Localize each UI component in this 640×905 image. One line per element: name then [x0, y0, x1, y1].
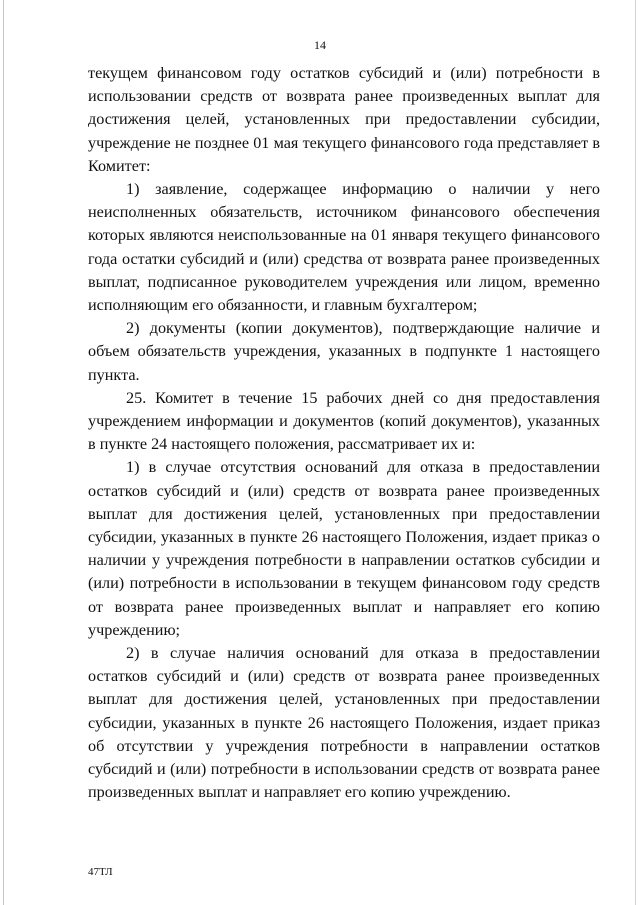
document-body [88, 62, 600, 805]
paragraph-clause-25: 25. Комитет в течение 15 рабочих дней со дня предоставления учреждением информации и документов (копий документов), указанных в пункте 24 настоящего положения, рассматривает их и: [88, 388, 600, 454]
paragraph-item-2-documents: 2) документы (копии документов), подтверждающие наличие и объем обязательств учреждения, указанных в подпункте 1 настоящего пункта. [88, 319, 600, 384]
paragraph-clause-25-item-1: 1) в случае отсутствия оснований для отказа в предоставлении остатков субсидий и (или) средств от возврата ранее произведенных выплат для достижения целей, установленных при предоставлении субсидии, указанных в пункте 26 настоящего Положения, издает приказ о наличии у учреждения потребности в направлении остатков субсидии и (или) потребности в использовании в текущем финансовом году средств от возврата ранее произведенных выплат и направляет его копию учреждению; [88, 458, 600, 639]
footer-code: 47ТЛ [88, 866, 113, 878]
paragraph-clause-25-item-2: 2) в случае наличия оснований для отказа в предоставлении остатков субсидий и (или) средств от возврата ранее произведенных выплат для достижения целей, установленных при предоставлении субсидии, указанных в пункте 26 настоящего Положения, издает приказ об отсутствии у учреждения потребности в направлении остатков субсидий и (или) потребности в использовании средств от возврата ранее произведенных выплат и направляет его копию учреждению. [88, 644, 600, 802]
scan-edge-left [3, 0, 4, 905]
page-number: 14 [314, 38, 326, 52]
scan-edge-right [635, 0, 636, 905]
paragraph-item-1-application: 1) заявление, содержащее информацию о наличии у него неисполненных обязательств, источником финансового обеспечения которых являются неиспользованные на 01 января текущего финансового года остатки субсидий и (или) средства от возврата ранее произведенных выплат, подписанное руководителем учреждения или лицом, временно исполняющим его обязанности, и главным бухгалтером; [88, 180, 600, 315]
paragraph-continuation: текущем финансовом году остатков субсидий и (или) потребности в использовании средств от возврата ранее произведенных выплат для достижения целей, установленных при предоставлении субсидии, учреждение не позднее 01 мая текущего финансового года представляет в Комитет: [88, 64, 600, 175]
